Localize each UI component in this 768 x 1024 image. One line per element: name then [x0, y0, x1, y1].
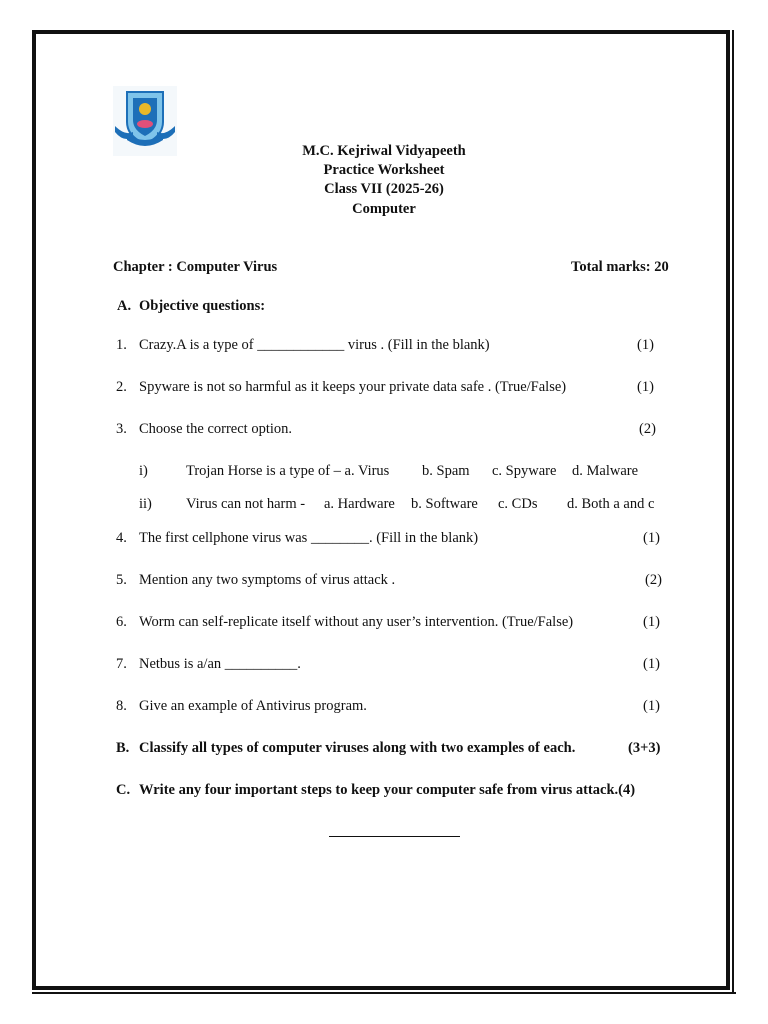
question-marks: (2) — [645, 572, 662, 588]
total-marks: Total marks: 20 — [571, 259, 669, 275]
section-c-letter: C. — [116, 782, 131, 798]
question-marks: (2) — [639, 421, 656, 437]
question-number: 2. — [116, 379, 127, 395]
question-marks: (1) — [643, 656, 660, 672]
question-number: 8. — [116, 698, 127, 714]
section-a-letter: A. — [117, 298, 132, 314]
sub-question-number: i) — [139, 463, 148, 479]
question-text: Crazy.A is a type of ____________ virus . (Fill in the blank) — [139, 337, 490, 353]
page-border-shadow-bottom — [32, 992, 736, 994]
option: a. Hardware — [324, 496, 395, 512]
sub-question-stem: Trojan Horse is a type of – a. Virus — [186, 463, 390, 479]
question-number: 1. — [116, 337, 127, 353]
end-rule — [329, 836, 460, 837]
question-text: Spyware is not so harmful as it keeps your private data safe . (True/False) — [139, 379, 567, 395]
question-marks: (1) — [643, 530, 660, 546]
question-number: 7. — [116, 656, 127, 672]
question-text: Netbus is a/an __________. — [139, 656, 301, 672]
question-text: Give an example of Antivirus program. — [139, 698, 367, 714]
class-label: Class VII (2025-26) — [324, 181, 444, 197]
option: c. CDs — [498, 496, 538, 512]
option: b. Spam — [422, 463, 470, 479]
question-marks: (1) — [637, 337, 654, 353]
worksheet-title: Practice Worksheet — [323, 162, 445, 178]
question-number: 3. — [116, 421, 127, 437]
question-marks: (1) — [637, 379, 654, 395]
sub-question-number: ii) — [139, 496, 152, 512]
question-number: 4. — [116, 530, 127, 546]
question-text: Worm can self-replicate itself without any user’s intervention. (True/False) — [139, 614, 574, 630]
section-c-text: Write any four important steps to keep your computer safe from virus attack.(4) — [139, 782, 636, 798]
section-b-marks: (3+3) — [628, 740, 661, 756]
section-b-text: Classify all types of computer viruses along with two examples of each. — [139, 740, 576, 756]
section-a-title: Objective questions: — [139, 298, 266, 314]
option: c. Spyware — [492, 463, 557, 479]
chapter-title: Chapter : Computer Virus — [113, 259, 278, 275]
option: d. Malware — [572, 463, 639, 479]
question-marks: (1) — [643, 614, 660, 630]
question-number: 5. — [116, 572, 127, 588]
option: d. Both a and c — [567, 496, 655, 512]
school-name: M.C. Kejriwal Vidyapeeth — [302, 143, 466, 159]
question-text: The first cellphone virus was ________. (Fill in the blank) — [139, 530, 479, 546]
sub-question-stem: Virus can not harm - — [186, 496, 306, 512]
question-text: Choose the correct option. — [139, 421, 293, 437]
subject-label: Computer — [352, 201, 416, 217]
section-b-letter: B. — [116, 740, 130, 756]
option: b. Software — [411, 496, 478, 512]
question-marks: (1) — [643, 698, 660, 714]
question-number: 6. — [116, 614, 127, 630]
question-text: Mention any two symptoms of virus attack . — [139, 572, 396, 588]
